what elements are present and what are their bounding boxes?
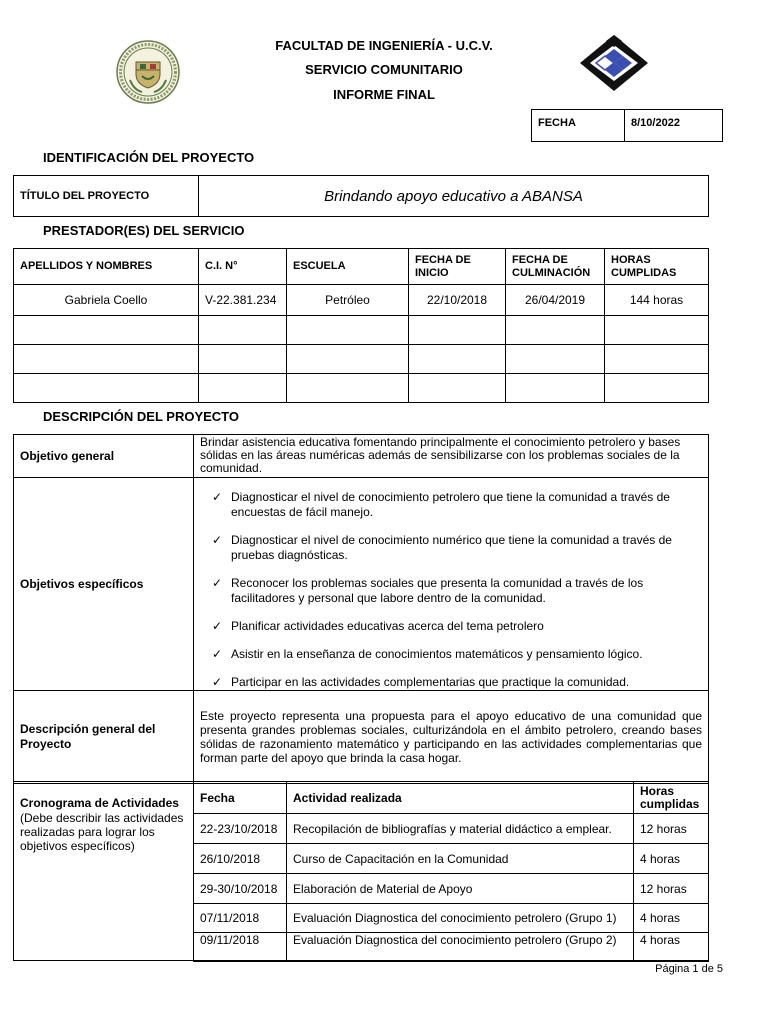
- faculty-title: FACULTAD DE INGENIERÍA - U.C.V.: [275, 38, 493, 53]
- schedule-date: 26/10/2018: [194, 844, 287, 874]
- schedule-hours: 12 horas: [634, 874, 709, 904]
- col-ci: C.I. N°: [199, 249, 287, 285]
- list-item: ✓ Asistir en la enseñanza de conocimientos matemáticos y pensamiento lógico.: [212, 647, 643, 661]
- table-row: [194, 814, 709, 844]
- schedule-hours: 4 horas: [634, 844, 709, 874]
- table-row: [194, 844, 709, 874]
- provider-name: Gabriela Coello: [14, 285, 199, 316]
- empty-row: [14, 374, 709, 403]
- checkmark-icon: ✓: [212, 533, 223, 547]
- schedule-activity: Evaluación Diagnostica del conocimiento petrolero (Grupo 2): [287, 933, 634, 962]
- schedule-table: [193, 781, 709, 962]
- checkmark-icon: ✓: [212, 675, 223, 689]
- date-label: FECHA: [532, 110, 625, 142]
- date-value: 8/10/2022: [625, 110, 723, 142]
- table-row: [14, 285, 709, 316]
- schedule-label: Cronograma de Actividades: [20, 796, 179, 810]
- provider-start-date: 22/10/2018: [409, 285, 506, 316]
- table-row: [194, 874, 709, 904]
- col-horas: HORAS CUMPLIDAS: [605, 249, 709, 285]
- col-apellidos: APELLIDOS Y NOMBRES: [14, 249, 199, 285]
- page-number: Página 1 de 5: [655, 963, 723, 975]
- specific-objectives-row: [14, 478, 709, 691]
- col-fecha-culminacion: FECHA DE CULMINACIÓN: [506, 249, 605, 285]
- general-description-row: [14, 691, 709, 784]
- empty-row: [14, 316, 709, 345]
- section-descripcion: DESCRIPCIÓN DEL PROYECTO: [43, 409, 239, 424]
- col-horas-cumplidas: Horas cumplidas: [634, 782, 709, 814]
- schedule-activity: Evaluación Diagnostica del conocimiento petrolero (Grupo 1): [287, 904, 634, 933]
- schedule-hours: 12 horas: [634, 814, 709, 844]
- list-item: ✓ Diagnosticar el nivel de conocimiento petrolero que tiene la comunidad a través de encuestas de fácil manejo.: [212, 490, 670, 519]
- specific-objectives-list: [200, 490, 702, 690]
- schedule-hours: 4 horas: [634, 904, 709, 933]
- schedule-activity: Recopilación de bibliografías y material didáctico a emplear.: [287, 814, 634, 844]
- col-fecha: Fecha: [194, 782, 287, 814]
- schedule-date: 07/11/2018: [194, 904, 287, 933]
- checkmark-icon: ✓: [212, 619, 223, 633]
- schedule-note: (Debe describir las actividades realizadas para lograr los objetivos específicos): [20, 811, 184, 853]
- specific-objectives-label: Objetivos específicos: [14, 478, 194, 691]
- general-objective-text: Brindar asistencia educativa fomentando principalmente el conocimiento petrolero y bases sólidas en las áreas numéricas además de sensibilizarse con los problemas sociales de la comunidad.: [194, 435, 709, 478]
- list-item: ✓ Reconocer los problemas sociales que presenta la comunidad a través de los facilitadores y personal que labore dentro de la comunidad.: [212, 576, 644, 605]
- provider-hours: 144 horas: [605, 285, 709, 316]
- general-description-text: Este proyecto representa una propuesta para el apoyo educativo de una comunidad que presenta grandes problemas sociales, culturizándola en el ámbito petrolero, creando bases sólidas de razonamiento matemático y participando en las actividades complementarias que forman parte del apoyo que brinda la casa hogar.: [194, 691, 709, 784]
- general-description-label: Descripción general del Proyecto: [14, 691, 194, 784]
- table-row: [194, 933, 709, 962]
- col-escuela: ESCUELA: [287, 249, 409, 285]
- schedule-date: 09/11/2018: [194, 933, 287, 962]
- section-prestadores: PRESTADOR(ES) DEL SERVICIO: [43, 223, 245, 238]
- col-actividad: Actividad realizada: [287, 782, 634, 814]
- providers-header-row: [14, 249, 709, 285]
- general-objective-label: Objetivo general: [14, 435, 194, 478]
- table-row: [194, 904, 709, 933]
- provider-end-date: 26/04/2019: [506, 285, 605, 316]
- schedule-activity: Curso de Capacitación en la Comunidad: [287, 844, 634, 874]
- section-identificacion: IDENTIFICACIÓN DEL PROYECTO: [43, 150, 255, 165]
- project-title-value: Brindando apoyo educativo a ABANSA: [199, 176, 709, 217]
- schedule-date: 29-30/10/2018: [194, 874, 287, 904]
- schedule-date: 22-23/10/2018: [194, 814, 287, 844]
- provider-ci: V-22.381.234: [199, 285, 287, 316]
- schedule-header-row: [194, 782, 709, 814]
- report-title: INFORME FINAL: [333, 87, 435, 102]
- project-title-label: TÍTULO DEL PROYECTO: [14, 176, 199, 217]
- schedule-activity: Elaboración de Material de Apoyo: [287, 874, 634, 904]
- schedule-hours: 4 horas: [634, 933, 709, 962]
- date-table: [531, 109, 723, 142]
- description-table: [13, 434, 709, 784]
- project-title-table: [13, 175, 709, 217]
- general-objective-row: [14, 435, 709, 478]
- checkmark-icon: ✓: [212, 490, 223, 504]
- col-fecha-inicio: FECHA DE INICIO: [409, 249, 506, 285]
- checkmark-icon: ✓: [212, 576, 223, 590]
- providers-table: [13, 248, 709, 403]
- list-item: ✓ Participar en las actividades complementarias que practique la comunidad.: [212, 675, 630, 689]
- checkmark-icon: ✓: [212, 647, 223, 661]
- provider-school: Petróleo: [287, 285, 409, 316]
- service-title: SERVICIO COMUNITARIO: [305, 62, 463, 77]
- empty-row: [14, 345, 709, 374]
- list-item: ✓ Diagnosticar el nivel de conocimiento numérico que tiene la comunidad a través de pruebas diagnósticas.: [212, 533, 672, 562]
- engineering-faculty-logo-icon: [578, 33, 650, 93]
- list-item: ✓ Planificar actividades educativas acerca del tema petrolero: [212, 619, 544, 633]
